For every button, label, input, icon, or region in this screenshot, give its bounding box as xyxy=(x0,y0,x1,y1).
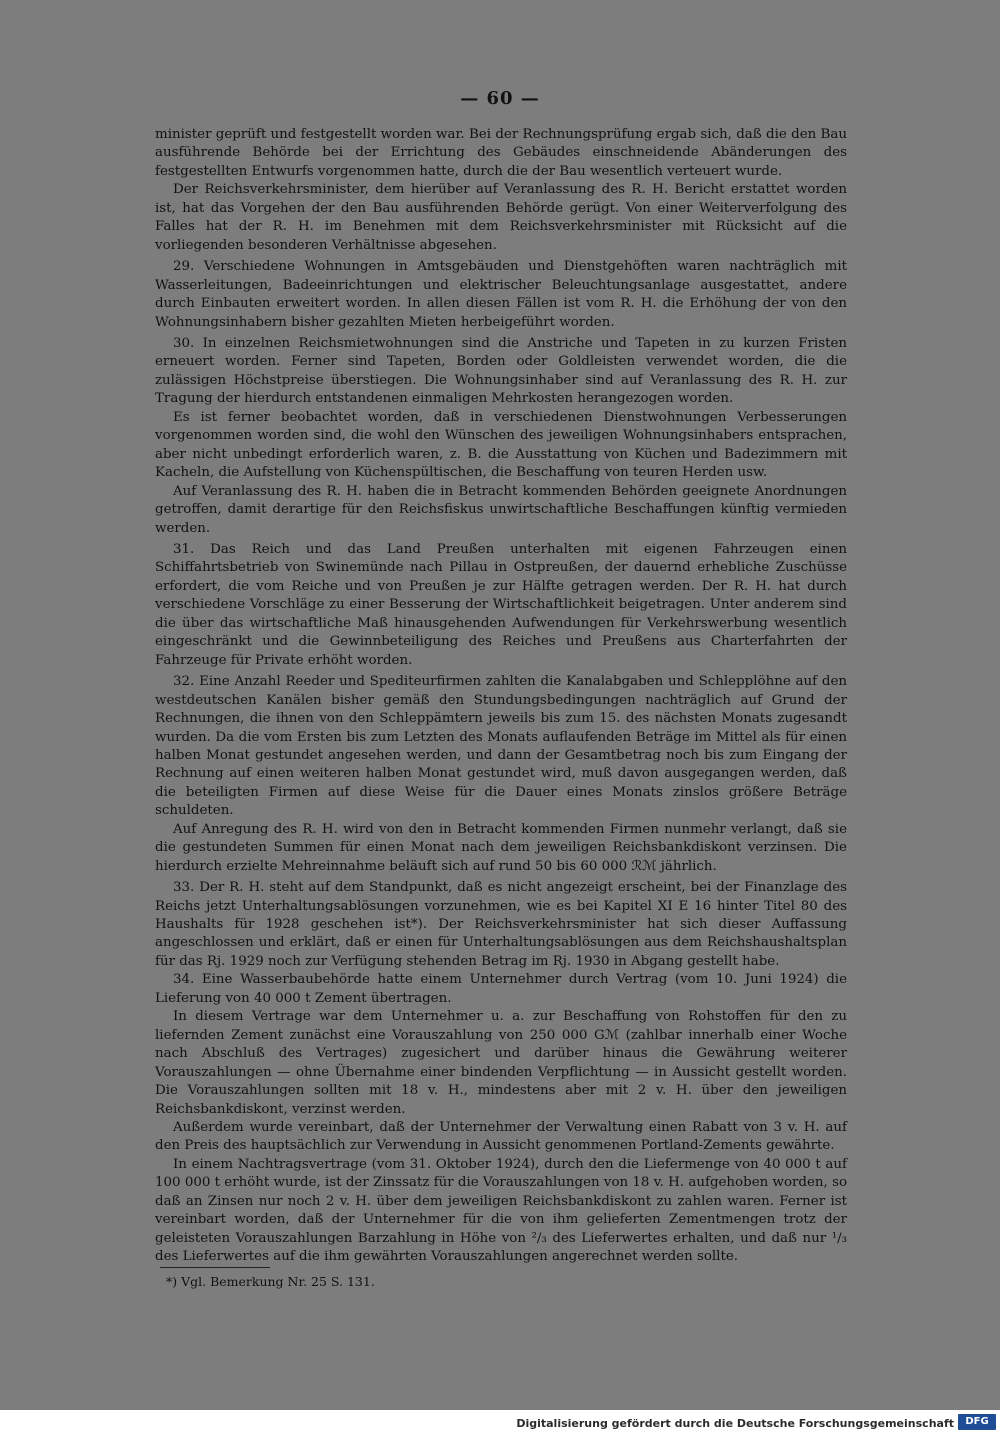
paragraph: Außerdem wurde vereinbart, daß der Unternehmer der Verwaltung einen Rabatt von 3 v. H. auf den Preis des hauptsächlich zur Verwendung in Aussicht genommenen Portland-Zements gewährte. xyxy=(155,1120,847,1154)
paragraph: Es ist ferner beobachtet worden, daß in verschiedenen Dienstwohnungen Verbesserungen vorgenommen worden sind, die wohl den Wünschen des jeweiligen Wohnungsinhabers entsprachen, aber nicht unbedingt erforderlich waren, z. B. die Ausstattung von Küchen und Badezimmern mit Kacheln, die Aufstellung von Küchenspültischen, die Beschaffung von teuren Herden usw. xyxy=(155,409,847,481)
funding-credit: Digitalisierung gefördert durch die Deutsche Forschungsgemeinschaft xyxy=(516,1417,954,1430)
paragraph: In einem Nachtragsvertrage (vom 31. Oktober 1924), durch den die Liefermenge von 40 000 t auf 100 000 t erhöht wurde, ist der Zinssatz für die Vorauszahlungen von 18 v. H. aufgehoben worden, so daß an Zinsen nur noch 2 v. H. über dem jeweiligen Reichsbankdiskont zu zahlen waren. Ferner ist vereinbart worden, daß der Unternehmer für die von ihm gelieferten Zementmengen trotz der geleisteten Vorauszahlungen Barzahlung in Höhe von ²/₃ des Lieferwertes erhalten, und daß nur ¹/₃ des Lieferwertes auf die ihm gewährten Vorauszahlungen angerechnet werden sollte. xyxy=(155,1156,847,1265)
paragraph: Der Reichsverkehrsminister, dem hierüber auf Veranlassung des R. H. Bericht erstattet worden ist, hat das Vorgehen der den Bau ausführenden Behörde gerügt. Von einer Weiterverfolgung des Falles hat der R. H. im Benehmen mit dem Reichsverkehrsminister mit Rücksicht auf die vorliegenden besonderen Verhältnisse abgesehen. xyxy=(155,182,847,253)
page-number: — 60 — xyxy=(460,88,540,109)
paragraph: 34. Eine Wasserbaubehörde hatte einem Unternehmer durch Vertrag (vom 10. Juni 1924) die Lieferung von 40 000 t Zement übertragen. xyxy=(155,972,847,1006)
footnote-divider xyxy=(160,1267,270,1268)
paragraph: 29. Verschiedene Wohnungen in Amtsgebäuden und Dienstgehöften waren nachträglich mit Wasserleitungen, Badeeinrichtungen und elektrischer Beleuchtungsanlage ausgestattet, andere durch Einbauten erweitert worden. In allen diesen Fällen ist vom R. H. die Erhöhung der von den Wohnungsinhabern bisher gezahlten Mieten herbeigeführt worden. xyxy=(155,259,847,330)
body-text xyxy=(155,126,847,1267)
paragraph: In diesem Vertrage war dem Unternehmer u. a. zur Beschaffung von Rohstoffen für den zu liefernden Zement zunächst eine Vorauszahlung von 250 000 Gℳ (zahlbar innerhalb einer Woche nach Abschluß des Vertrages) zugesichert und darüber hinaus die Gewährung weiterer Vorauszahlungen — ohne Übernahme einer bindenden Verpflichtung — in Aussicht gestellt worden. Die Vorauszahlungen sollten mit 18 v. H., mindestens aber mit 2 v. H. über den jeweiligen Reichsbankdiskont, verzinst werden. xyxy=(155,1009,847,1117)
paragraph: 31. Das Reich und das Land Preußen unterhalten mit eigenen Fahrzeugen einen Schiffahrtsbetrieb von Swinemünde nach Pillau in Ostpreußen, der dauernd erhebliche Zuschüsse erfordert, die vom Reiche und von Preußen je zur Hälfte getragen werden. Der R. H. hat durch verschiedene Vorschläge zu einer Besserung der Wirtschaftlichkeit beigetragen. Unter anderem sind die über das wirtschaftliche Maß hinausgehenden Aufwendungen für Verkehrswerbung wesentlich eingeschränkt und die Gewinnbeteiligung des Reiches und Preußens aus Charterfahrten der Fahrzeuge für Private erhöht worden. xyxy=(155,541,847,668)
footnote: *) Vgl. Bemerkung Nr. 25 S. 131. xyxy=(166,1274,375,1289)
dfg-logo: DFG xyxy=(958,1414,996,1430)
paragraph: 33. Der R. H. steht auf dem Standpunkt, daß es nicht angezeigt erscheint, bei der Finanzlage des Reichs jetzt Unterhaltungsablösungen vorzunehmen, wie es bei Kapitel XI E 16 hinter Titel 80 des Haushalts für 1928 geschehen ist*). Der Reichsverkehrsminister hat sich dieser Auffassung angeschlossen und erklärt, daß er einen für Unterhaltungsablösungen aus dem Reichshaushaltsplan für das Rj. 1929 noch zur Verfügung stehenden Betrag im Rj. 1930 in Abgang gestellt habe. xyxy=(155,880,847,969)
paragraph: Auf Veranlassung des R. H. haben die in Betracht kommenden Behörden geeignete Anordnungen getroffen, damit derartige für den Reichsfiskus unwirtschaftliche Beschaffungen künftig vermieden werden. xyxy=(155,483,847,536)
paragraph: 30. In einzelnen Reichsmietwohnungen sind die Anstriche und Tapeten in zu kurzen Fristen erneuert worden. Ferner sind Tapeten, Borden oder Goldleisten verwendet worden, die die zulässigen Höchstpreise überstiegen. Die Wohnungsinhaber sind auf Veranlassung des R. H. zur Tragung der hierdurch entstandenen einmaligen Mehrkosten herangezogen worden. xyxy=(155,335,847,407)
paragraph: minister geprüft und festgestellt worden war. Bei der Rechnungsprüfung ergab sich, daß die den Bau ausführende Behörde bei der Errichtung des Gebäudes einschneidende Abänderungen des festgestellten Entwurfs vorgenommen hatte, durch die der Bau wesentlich verteuert wurde. xyxy=(155,127,847,179)
paragraph: Auf Anregung des R. H. wird von den in Betracht kommenden Firmen nunmehr verlangt, daß sie die gestundeten Summen für einen Monat nach dem jeweiligen Reichsbankdiskont verzinsen. Die hierdurch erzielte Mehreinnahme beläuft sich auf rund 50 bis 60 000 ℛℳ jährlich. xyxy=(155,821,847,874)
paragraph: 32. Eine Anzahl Reeder und Spediteurfirmen zahlten die Kanalabgaben und Schlepplöhne auf den westdeutschen Kanälen bisher gemäß den Stundungsbedingungen nachträglich auf Grund der Rechnungen, die ihnen von den Schleppämtern jeweils bis zum 15. des nächsten Monats zugesandt wurden. Da die vom Ersten bis zum Letzten des Monats auflaufenden Beträge im Mittel als für einen halben Monat gestundet angesehen werden, und dann der Gesamtbetrag noch bis zum Eingang der Rechnung auf einen weiteren halben Monat gestundet wird, muß davon ausgegangen werden, daß die beteiligten Firmen auf diese Weise für die Dauer eines Monats zinslos größere Beträge schuldeten. xyxy=(155,674,847,819)
